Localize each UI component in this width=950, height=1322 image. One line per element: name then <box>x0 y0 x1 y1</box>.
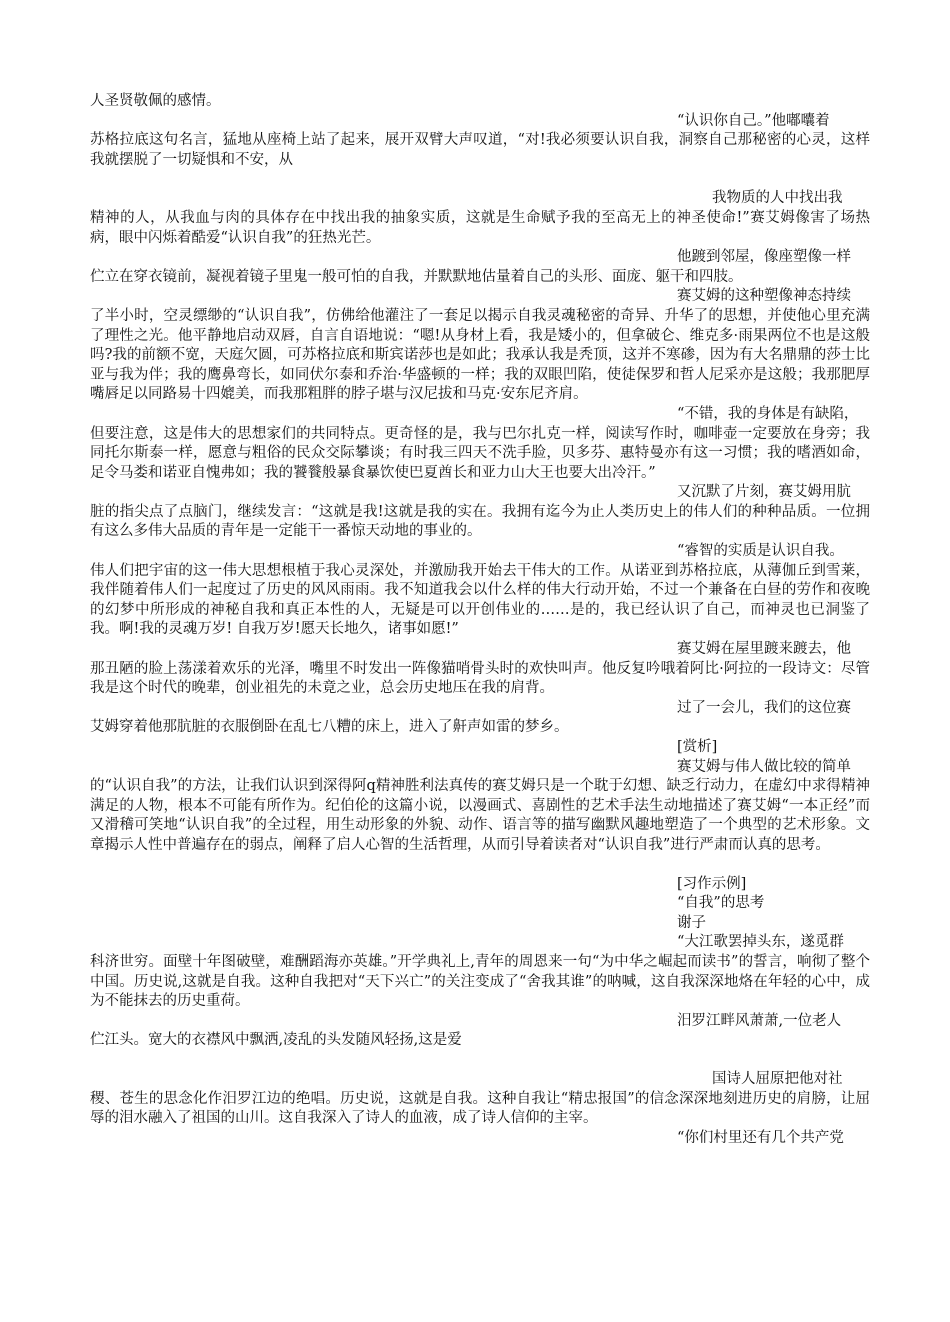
paragraph-gap <box>0 1051 950 1070</box>
paragraph-text: 伟人们把宇宙的这一伟大思想根植于我心灵深处，并激励我开始去干伟大的工作。从诺亚到苏格拉底，从薄伽丘到雪莱，我伴随着伟人们一起度过了历史的风风雨雨。我不知道我会以什么样的伟大行动开始，不过一个兼备在白昼的劳作和夜晚的幻梦中所形成的神秘自我和真正本性的人，无疑是可以开创伟业的……是的，我已经认识了自己，而神灵也已洞鉴了我。啊!我的灵魂万岁! 自我万岁!愿天长地久，诸事如愿!” <box>90 562 870 638</box>
indented-line: 汨罗江畔风萧萧,一位老人 <box>677 1012 842 1029</box>
paragraph-text: 了半小时，空灵缥缈的“认识自我”，仿佛给他灌注了一套足以揭示自我灵魂秘密的奇异、升华了的思想，并使他心里充满了理性之光。他平静地启动双唇，自言自语地说：“嗯!从身材上看，我是矮小的，但拿破仑、维克多·雨果两位不也是这般吗?我的前额不宽，天庭欠圆，可苏格拉底和斯宾诺莎也是如此；我承认我是秃顶，这并不寒碜，因为有大名鼎鼎的莎士比亚与我为伴；我的鹰鼻弯长，如同伏尔泰和乔治·华盛顿的一样；我的双眼凹陷，使徒保罗和哲人尼采亦是这般；我那肥厚嘴唇足以同路易十四媲美，而我那粗胖的脖子堪与汉尼拔和马克·安东尼齐肩。 <box>90 307 870 403</box>
paragraph-text: 脏的指尖点了点脑门，继续发言：“这就是我!这就是我的实在。我拥有迄今为止人类历史上的伟人们的种种品质。一位拥有这么多伟大品质的青年是一定能干一番惊天动地的事业的。 <box>90 503 870 540</box>
indented-line: 赛艾姆在屋里踱来踱去，他 <box>677 641 851 658</box>
paragraph-gap <box>0 170 950 189</box>
indented-line: 赛艾姆的这种塑像神态持续 <box>677 288 851 305</box>
paragraph-text: 的“认识自我”的方法，让我们认识到深得阿q精神胜利法真传的赛艾姆只是一个耽于幻想、缺乏行动力，在虚幻中求得精神满足的人物，根本不可能有所作为。纪伯伦的这篇小说，以漫画式、喜剧性的艺术手法生动地描述了赛艾姆“一本正经”而又滑稽可笑地“认识自我”的全过程，用生动形象的外貌、动作、语言等的描写幽默风趣地塑造了一个典型的艺术形象。文章揭示人性中普遍存在的弱点，阐释了启人心智的生活哲理，从而引导着读者对“认识自我”进行严肃而认真的思考。 <box>90 778 870 853</box>
indented-line: “认识你自己。”他嘟囔着 <box>677 112 830 129</box>
indented-line: 我物质的人中找出我 <box>712 190 843 207</box>
indented-line: “大江歌罢掉头东，遂觅群 <box>677 934 844 951</box>
paragraph-text: 但要注意，这是伟大的思想家们的共同特点。更奇怪的是，我与巴尔扎克一样，阅读写作时，咖啡壶一定要放在身旁；我同托尔斯泰一样，愿意与粗俗的民众交际攀谈；有时我三四天不洗手脸，贝多芬、惠特曼亦有这一习惯；我的嗜酒如命，足令马娄和诺亚自愧弗如；我的饕餮般暴食暴饮使巴夏酋长和亚力山大王也要大出冷汗。” <box>90 425 870 481</box>
indented-line: “睿智的实质是认识自我。 <box>677 543 844 560</box>
paragraph-text: 人圣贤敬佩的感情。 <box>90 93 221 109</box>
paragraph-text: 科济世穷。面壁十年图破壁，难酬蹈海亦英雄。”开学典礼上,青年的周恩来一句“为中华之崛起而读书”的誓言，响彻了整个中国。历史说,这就是自我。这种自我把对“天下兴亡”的关注变成了“舍我其谁”的呐喊，这自我深深地烙在年轻的心中，成为不能抹去的历史重荷。 <box>90 953 870 1010</box>
indented-line: [习作示例] <box>677 875 747 892</box>
indented-line: 赛艾姆与伟人做比较的简单 <box>677 758 851 775</box>
indented-line: 国诗人屈原把他对社 <box>712 1070 843 1087</box>
indented-line: 又沉默了片刻，赛艾姆用肮 <box>677 484 851 501</box>
paragraph-text: 苏格拉底这句名言，猛地从座椅上站了起来，展开双臂大声叹道，“对!我必须要认识自我，洞察自己那秘密的心灵，这样我就摆脱了一切疑惧和不安，从 <box>90 132 870 168</box>
paragraph-text: 那丑陋的脸上荡漾着欢乐的光泽，嘴里不时发出一阵像猫哨骨头时的欢快叫声。他反复吟哦着阿比·阿拉的一段诗文：尽管我是这个时代的晚辈，创业祖先的未竟之业，总会历史地压在我的肩背。 <box>90 660 870 697</box>
paragraph-gap <box>0 856 950 875</box>
indented-line: 过了一会儿，我们的这位赛 <box>677 699 851 716</box>
paragraph-text: 艾姆穿着他那肮脏的衣服倒卧在乱七八糟的床上，进入了鼾声如雷的梦乡。 <box>90 719 569 736</box>
text-flow <box>0 92 950 1148</box>
paragraph-text: 精神的人，从我血与肉的具体存在中找出我的抽象实质，这就是生命赋予我的至高无上的神圣使命!”赛艾姆像害了场热病，眼中闪烁着酷爱“认识自我”的狂热光芒。 <box>90 209 870 246</box>
indented-line: 谢子 <box>677 914 706 931</box>
indented-line: [赏析] <box>677 739 718 755</box>
paragraph-text: 伫江头。宽大的衣襟风中飘洒,凌乱的头发随风轻扬,这是爱 <box>90 1032 462 1049</box>
indented-line: “你们村里还有几个共产党 <box>677 1129 844 1146</box>
paragraph-text: 稷、苍生的思念化作汨罗江边的绝唱。历史说，这就是自我。这种自我让“精忠报国”的信念深深地刻进历史的肩膀，让屈辱的泪水融入了祖国的山川。这自我深入了诗人的血液，成了诗人信仰的主宰。 <box>90 1090 870 1127</box>
indented-line: “自我”的思考 <box>677 895 765 912</box>
indented-line: “不错，我的身体是有缺陷， <box>677 405 859 422</box>
indented-line: 他踱到邻屋，像座塑像一样 <box>677 249 851 266</box>
paragraph-text: 伫立在穿衣镜前，凝视着镜子里鬼一般可怕的自我，并默默地估量着自己的头形、面庞、躯干和四肢。 <box>90 268 743 285</box>
